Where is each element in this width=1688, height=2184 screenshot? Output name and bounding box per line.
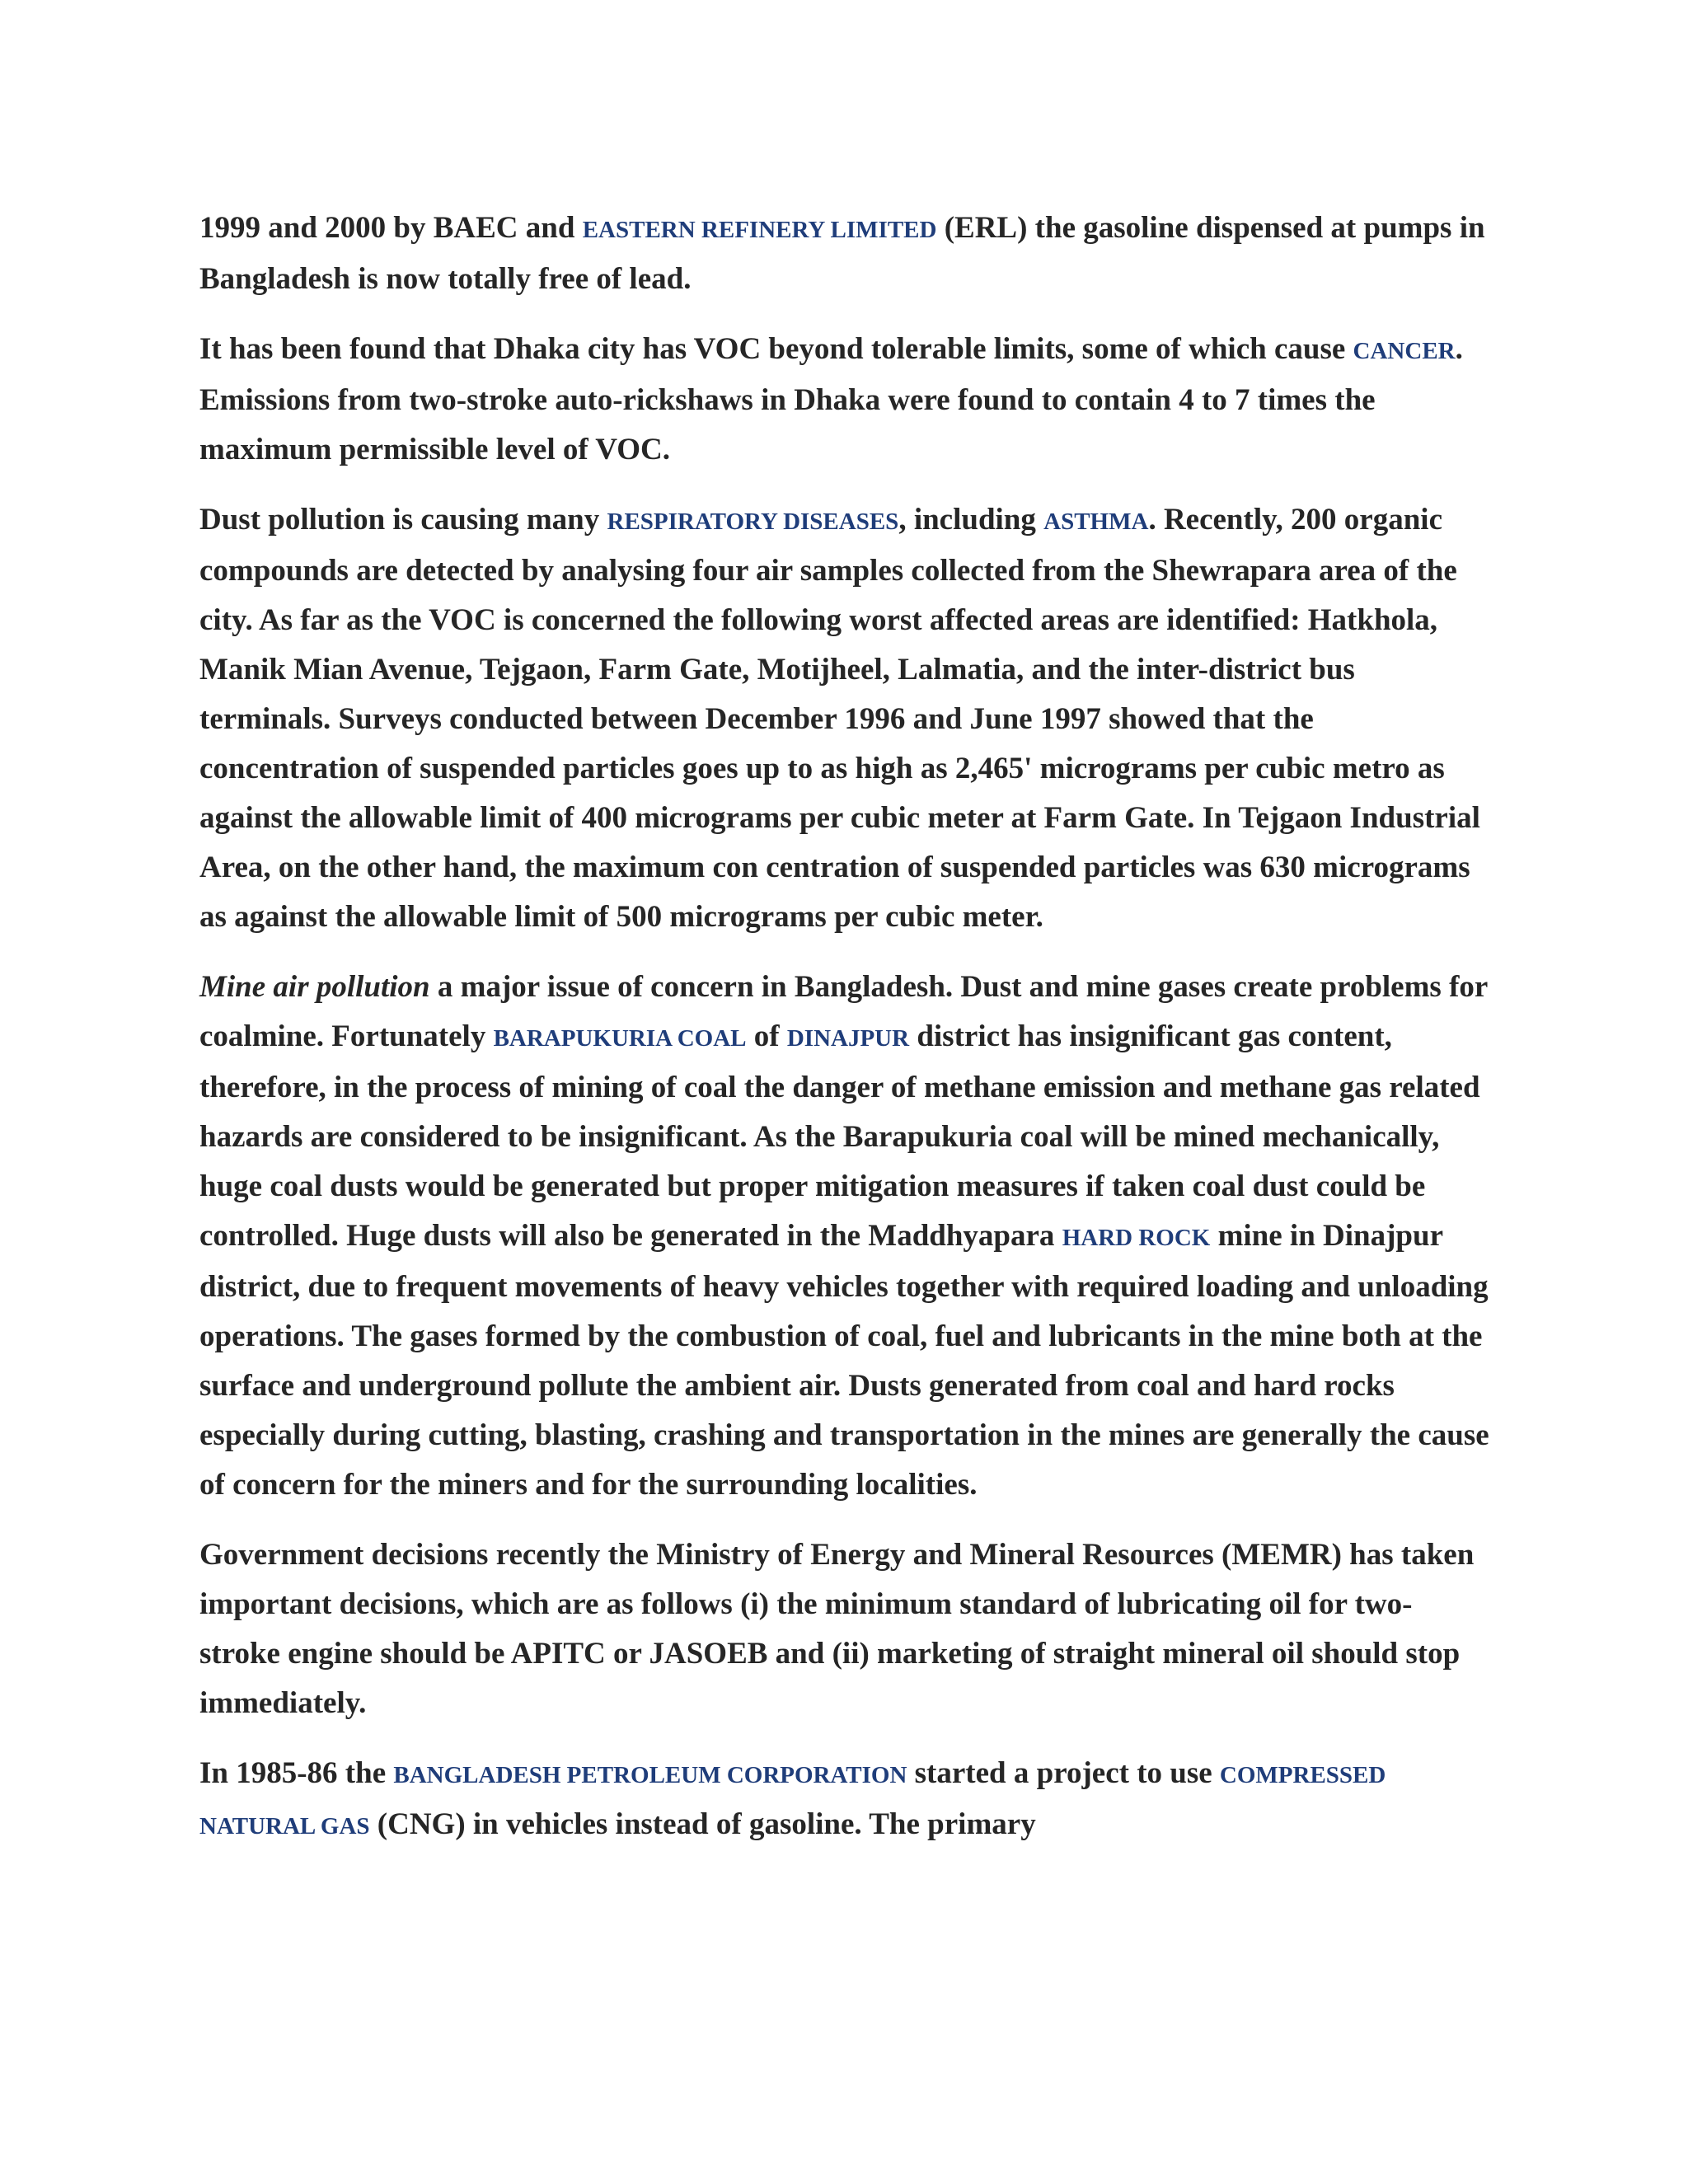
text-run: . Recently, 200 organic compounds are detected by analysing four air samples collected from the Shewrapara area of the city. As far as the VOC is concerned the following worst affected areas are identified: Hatkhola, Manik Mian Avenue, Tejgaon, Farm Gate, Motijheel, Lalmatia, and the inter-district bus terminals. Surveys conducted between December 1996 and June 1997 showed that the concentration of suspended particles goes up to as high as 2,465' micrograms per cubic metro as against the allowable limit of 400 micrograms per cubic meter at Farm Gate. In Tejgaon Industrial Area, on the other hand, the maximum con centration of suspended particles was 630 micrograms as against the allowable limit of 500 micrograms per cubic meter. <box>199 503 1480 934</box>
paragraph-6 <box>199 1749 1493 1851</box>
text-run: Dust pollution is causing many <box>199 503 607 537</box>
paragraph-4 <box>199 963 1493 1510</box>
document-page <box>199 204 1493 1872</box>
text-run: (CNG) in vehicles instead of gasoline. The primary <box>369 1807 1036 1841</box>
text-run: 1999 and 2000 by BAEC and <box>199 211 583 245</box>
paragraph-5 <box>199 1530 1493 1728</box>
text-run: . Emissions from two-stroke auto-rickshaws in Dhaka were found to contain 4 to 7 times the maximum permissible level of VOC. <box>199 332 1463 466</box>
link-hard-rock[interactable]: HARD ROCK <box>1062 1225 1211 1251</box>
link-compressed-natural-gas[interactable]: COMPRESSED NATURAL GAS <box>199 1762 1386 1840</box>
text-run: of <box>746 1019 787 1053</box>
text-run: (ERL) the gasoline dispensed at pumps in Bangladesh is now totally free of lead. <box>199 211 1485 296</box>
link-barapukuria-coal[interactable]: BARAPUKURIA COAL <box>493 1025 747 1052</box>
link-cancer[interactable]: CANCER <box>1353 338 1456 364</box>
text-run: Government decisions recently the Ministry of Energy and Mineral Resources (MEMR) has taken important decisions, which are as follows (i) the minimum standard of lubricating oil for two- stroke engine should be APITC or JASOEB and (ii) marketing of straight mineral oil should stop immediately. <box>199 1538 1475 1720</box>
paragraph-1 <box>199 204 1493 304</box>
paragraph-2 <box>199 325 1493 475</box>
text-run: district has insignificant gas content, therefore, in the process of mining of coal the danger of methane emission and methane gas related hazards are considered to be insignificant. As the Barapukuria coal will be mined mechanically, huge coal dusts would be generated but proper mitigation measures if taken coal dust could be controlled. Huge dusts will also be generated in the Maddhyapara <box>199 1019 1480 1253</box>
paragraph-3 <box>199 495 1493 942</box>
emphasis-mine-air-pollution: Mine air pollution <box>199 970 430 1004</box>
text-run: a major issue of concern in Bangladesh. Dust and mine gases create problems for coalmine. Fortunately <box>199 970 1488 1053</box>
text-run: , including <box>898 503 1044 537</box>
text-run: It has been found that Dhaka city has VOC beyond tolerable limits, some of which cause <box>199 332 1353 366</box>
link-asthma[interactable]: ASTHMA <box>1043 509 1149 535</box>
text-run: started a project to use <box>907 1756 1220 1790</box>
link-respiratory-diseases[interactable]: RESPIRATORY DISEASES <box>607 509 899 535</box>
text-run: In 1985-86 the <box>199 1756 394 1790</box>
link-eastern-refinery-limited[interactable]: EASTERN REFINERY LIMITED <box>582 217 937 243</box>
link-bangladesh-petroleum-corporation[interactable]: BANGLADESH PETROLEUM CORPORATION <box>393 1762 907 1788</box>
link-dinajpur[interactable]: DINAJPUR <box>786 1025 910 1052</box>
text-run: mine in Dinajpur district, due to frequent movements of heavy vehicles together with required loading and unloading operations. The gases formed by the combustion of coal, fuel and lubricants in the mine both at the surface and underground pollute the ambient air. Dusts generated from coal and hard rocks especially during cutting, blasting, crashing and transportation in the mines are generally the cause of concern for the miners and for the surrounding localities. <box>199 1219 1489 1502</box>
